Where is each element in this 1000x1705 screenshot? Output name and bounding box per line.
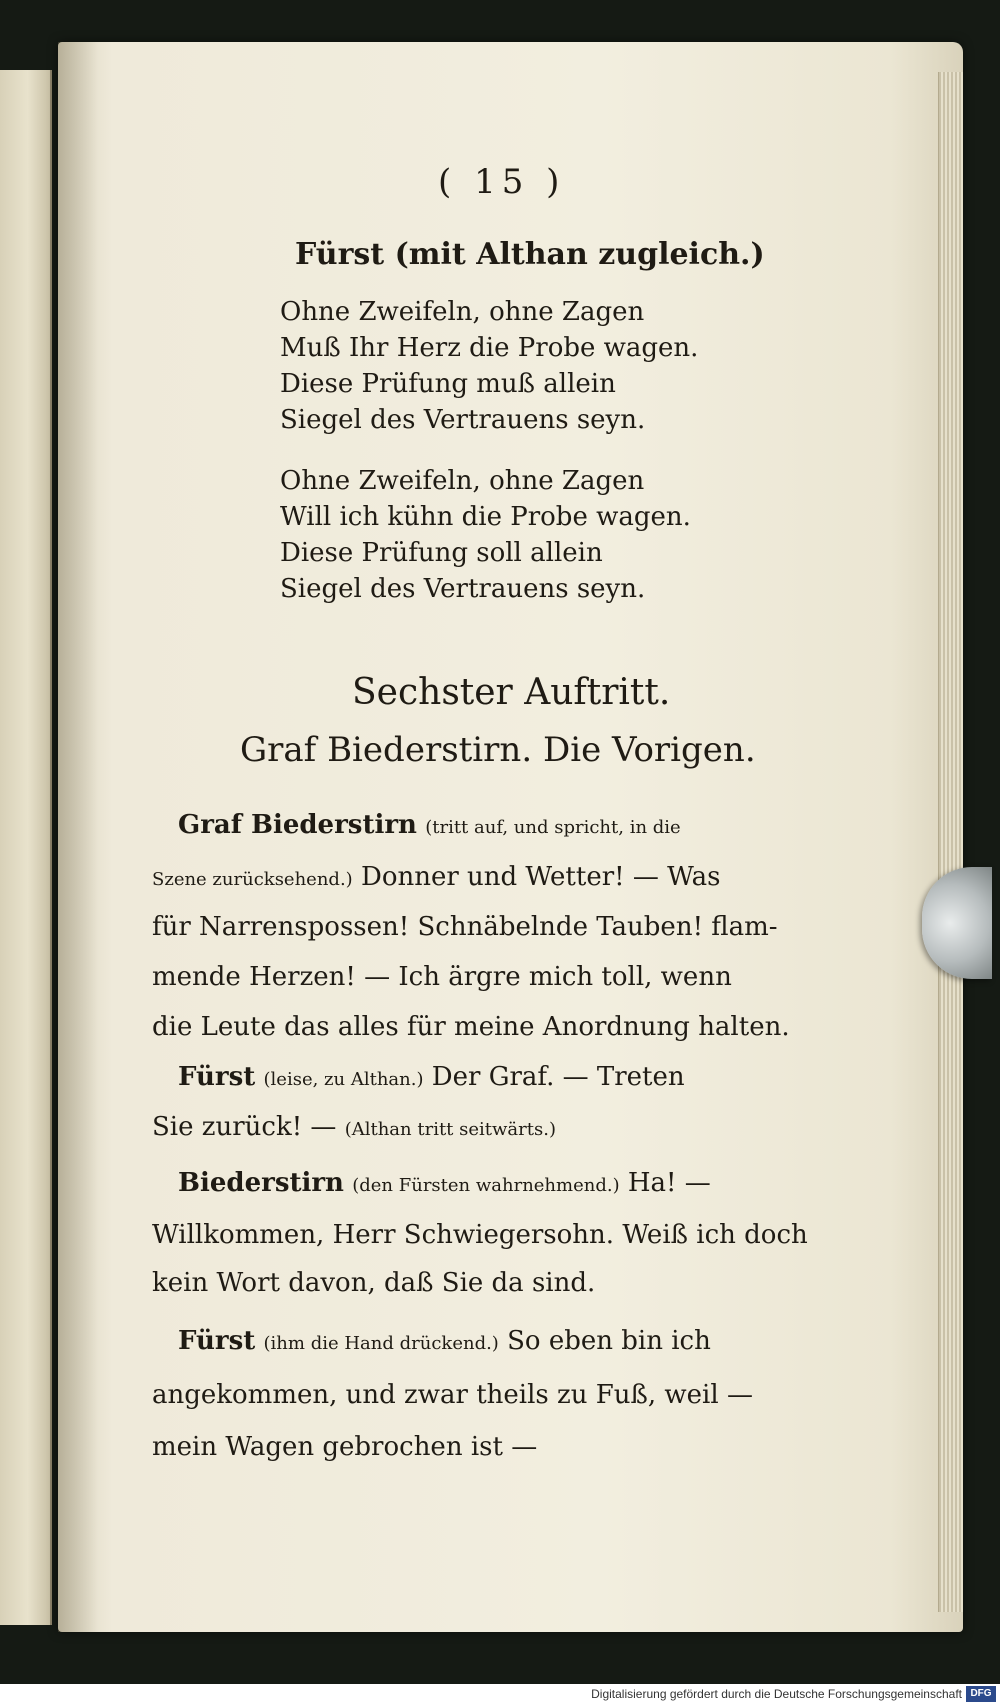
- dialogue-line: [178, 1168, 711, 1198]
- dialogue-line: [178, 810, 681, 840]
- dialogue-line: Willkommen, Herr Schwiegersohn. Weiß ich doch: [152, 1220, 808, 1250]
- verse-speaker: Fürst (mit Althan zugleich.): [295, 237, 765, 272]
- dialogue-text: Ha! —: [627, 1168, 711, 1198]
- dialogue-line: mein Wagen gebrochen ist —: [152, 1432, 538, 1462]
- dialogue-text: Donner und Wetter! — Was: [360, 862, 721, 892]
- verse-line: Will ich kühn die Probe wagen.: [280, 502, 691, 532]
- dialogue-line: angekommen, und zwar theils zu Fuß, weil —: [152, 1380, 753, 1410]
- dialogue-line: [152, 1112, 556, 1142]
- footer-credit: Digitalisierung gefördert durch die Deutsche Forschungsgemeinschaft: [591, 1687, 962, 1701]
- stage-direction: (leise, zu Althan.): [263, 1069, 424, 1090]
- verse-line: Siegel des Vertrauens seyn.: [280, 574, 646, 604]
- dialogue-line: [178, 1062, 685, 1092]
- speaker-name: Biederstirn: [178, 1168, 344, 1198]
- dialogue-line: die Leute das alles für meine Anordnung halten.: [152, 1012, 790, 1042]
- stage-direction: (den Fürsten wahrnehmend.): [352, 1175, 620, 1196]
- dialogue-line: [152, 862, 720, 892]
- verse-line: Diese Prüfung muß allein: [280, 369, 616, 399]
- stage-direction: (tritt auf, und spricht, in die: [425, 817, 681, 838]
- dialogue-text: Sie zurück! —: [152, 1112, 337, 1142]
- verse-line: Siegel des Vertrauens seyn.: [280, 405, 646, 435]
- scene-characters: Graf Biederstirn. Die Vorigen.: [240, 730, 756, 770]
- verse-line: Ohne Zweifeln, ohne Zagen: [280, 466, 645, 496]
- dialogue-text: Der Graf. — Treten: [431, 1062, 685, 1092]
- dialogue-line: kein Wort davon, daß Sie da sind.: [152, 1268, 596, 1298]
- previous-page-edge: [0, 70, 52, 1625]
- dialogue-line: für Narrenspossen! Schnäbelnde Tauben! flam-: [152, 912, 778, 942]
- verse-line: Ohne Zweifeln, ohne Zagen: [280, 297, 645, 327]
- stage-direction: (ihm die Hand drückend.): [263, 1333, 499, 1354]
- gutter-shadow: [58, 42, 98, 1632]
- scene-title: Sechster Auftritt.: [352, 672, 671, 713]
- verse-line: Diese Prüfung soll allein: [280, 538, 603, 568]
- dialogue-text: So eben bin ich: [507, 1326, 711, 1356]
- speaker-name: Fürst: [178, 1062, 256, 1092]
- speaker-name: Graf Biederstirn: [178, 810, 417, 840]
- dialogue-line: mende Herzen! — Ich ärgre mich toll, wenn: [152, 962, 732, 992]
- dialogue-line: [178, 1326, 711, 1356]
- dfg-logo: DFG: [966, 1686, 996, 1702]
- speaker-name: Fürst: [178, 1326, 256, 1356]
- page-number: ( 15 ): [438, 162, 566, 202]
- stage-direction: (Althan tritt seitwärts.): [344, 1119, 556, 1140]
- digitization-footer: [0, 1684, 1000, 1705]
- page-stack-edge: [938, 72, 963, 1612]
- stage-direction: Szene zurücksehend.): [152, 869, 353, 890]
- verse-line: Muß Ihr Herz die Probe wagen.: [280, 333, 699, 363]
